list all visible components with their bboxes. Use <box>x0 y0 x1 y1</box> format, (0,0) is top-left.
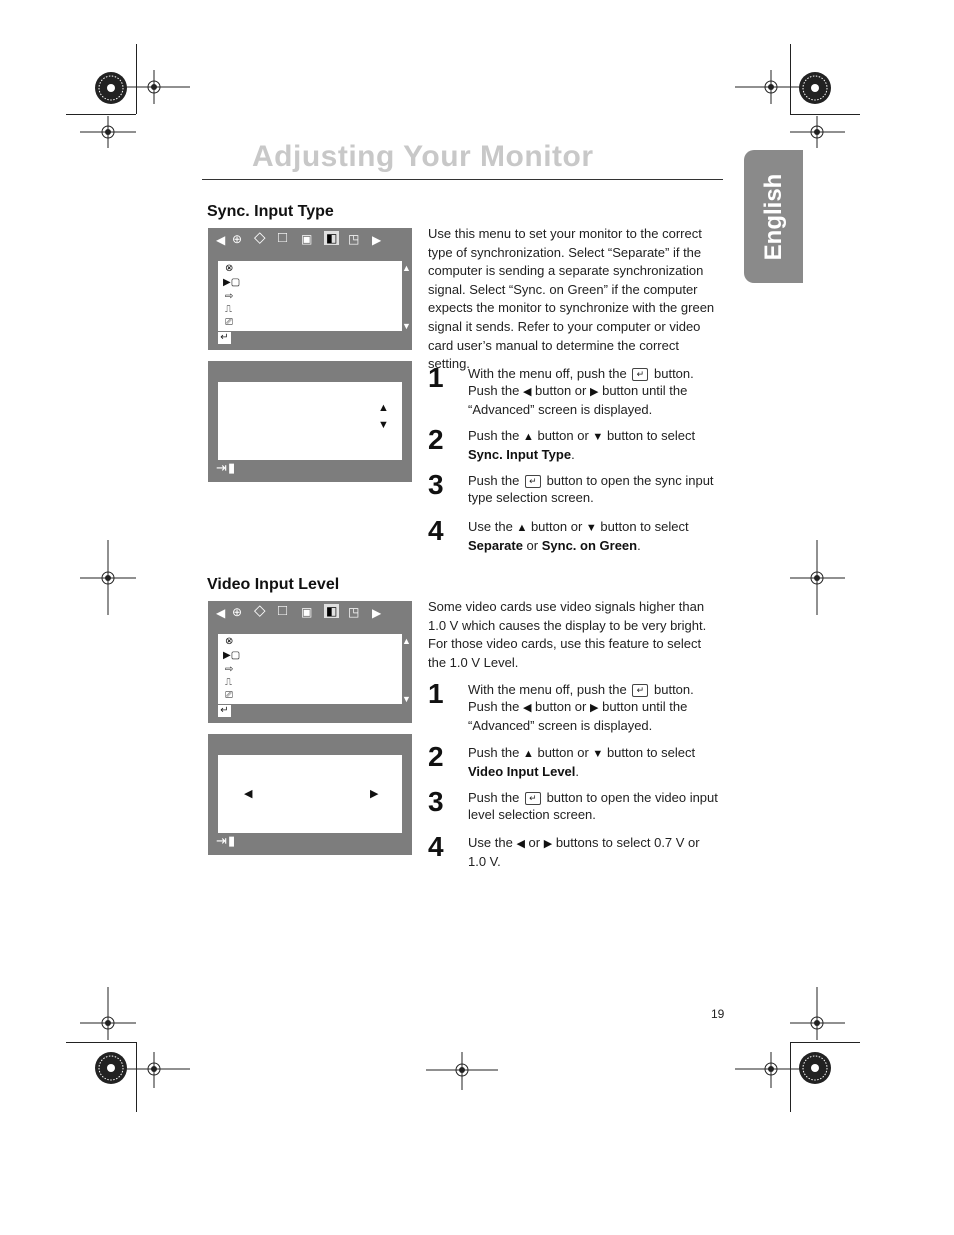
video-level-icon: ⎚ <box>225 317 233 328</box>
step-number: 1 <box>428 678 444 709</box>
osd-menu-panel <box>208 601 412 723</box>
input-icon: ⇨ <box>225 664 234 675</box>
video-level-icon: ⎚ <box>225 690 233 701</box>
section-heading: Sync. Input Type <box>207 203 334 220</box>
right-triangle-icon: ▶ <box>590 702 599 714</box>
size-icon: □ <box>278 602 288 619</box>
exit-icon: ⇥ <box>216 460 227 475</box>
starburst-icon <box>95 72 127 104</box>
starburst-icon <box>799 72 831 104</box>
osd-submenu-panel <box>208 734 412 855</box>
sync-icon: ⎍ <box>225 677 232 688</box>
enter-button-icon: ↵ <box>525 792 541 805</box>
step-text-part: Push the <box>468 428 520 443</box>
color-icon: ▣ <box>301 605 313 619</box>
left-triangle-icon: ◀ <box>522 386 532 398</box>
left-triangle-icon: ◀ <box>522 702 532 714</box>
degauss-icon: ⊗ <box>225 636 234 647</box>
geometry-icon: ◇ <box>254 229 266 246</box>
advanced-icon: ◧ <box>326 604 338 618</box>
step-text <box>468 744 720 780</box>
enter-button-icon: ↵ <box>525 475 541 488</box>
step-number: 1 <box>428 362 444 393</box>
step-text-part: button. Push the <box>468 682 694 714</box>
language-tab-label: English <box>759 173 787 260</box>
step-text-part: Use the <box>468 519 513 534</box>
exit-icon: ⇥ <box>216 833 227 848</box>
starburst-icon <box>799 1052 831 1084</box>
enter-button-icon: ↵ <box>632 368 648 381</box>
enter-icon: ↵ <box>218 332 231 344</box>
step-text-part: button. Push the <box>468 366 694 398</box>
step-text-part: button to select <box>606 428 696 443</box>
input-icon: ⇨ <box>225 291 234 302</box>
scroll-down-icon: ▼ <box>402 694 411 704</box>
degauss-icon: ⊗ <box>225 263 234 274</box>
step-text <box>468 472 720 506</box>
osd-menu-list <box>218 261 402 331</box>
step-text-part: . <box>571 447 575 462</box>
step-bold-text: Sync. on Green <box>541 538 638 553</box>
step-text-part: or <box>526 538 539 553</box>
step-number: 4 <box>428 831 444 862</box>
step-text-part: button to open the sync input type selection screen. <box>468 473 714 505</box>
left-arrow-icon: ◀ <box>216 233 226 247</box>
color-icon: ▣ <box>301 232 313 246</box>
enter-icon: ↵ <box>218 705 231 717</box>
registration-target-icon <box>80 987 136 1040</box>
step-text-part: buttons to select 0.7 V or 1.0 V. <box>468 835 700 869</box>
step-text <box>468 789 720 823</box>
step-text <box>468 518 720 554</box>
step-text-part: Push the <box>468 790 520 805</box>
step-text-part: button until the “Advanced” screen is displayed. <box>468 699 688 733</box>
step-text-part: Push the <box>468 745 520 760</box>
info-icon: ◳ <box>348 605 360 619</box>
page-title: Adjusting Your Monitor <box>252 140 594 173</box>
moire-icon: ▶▢ <box>223 650 241 661</box>
left-triangle-icon: ◀ <box>516 838 525 850</box>
down-triangle-icon: ▼ <box>592 748 604 760</box>
door-icon: ▮ <box>228 460 236 475</box>
step-number: 3 <box>428 786 444 817</box>
step-text-part: button or <box>537 428 589 443</box>
page-number: 19 <box>711 1007 725 1021</box>
step-text <box>468 834 720 870</box>
step-text-part: button or <box>535 699 587 714</box>
down-triangle-icon: ▼ <box>592 431 604 443</box>
step-number: 2 <box>428 424 444 455</box>
step-text-part: button to open the video input level selection screen. <box>468 790 718 822</box>
step-text-part: With the menu off, push the <box>468 682 627 697</box>
scroll-up-icon: ▲ <box>402 636 411 646</box>
right-triangle-icon: ▶ <box>543 838 553 850</box>
down-arrow-icon: ▼ <box>378 419 389 431</box>
sync-icon: ⎍ <box>225 304 232 315</box>
size-icon: □ <box>278 229 288 246</box>
registration-target-icon <box>790 987 845 1040</box>
right-arrow-icon: ▶ <box>372 606 382 620</box>
left-arrow-icon: ◀ <box>216 606 226 620</box>
step-bold-text: Video Input Level <box>468 764 576 779</box>
step-text-part: button to select <box>606 745 696 760</box>
section-heading: Video Input Level <box>207 576 340 593</box>
position-icon: ⊕ <box>232 605 243 619</box>
step-bold-text: Sync. Input Type <box>468 447 572 462</box>
info-icon: ◳ <box>348 232 360 246</box>
section-intro: Some video cards use video signals higher than 1.0 V which causes the display to be very bright. For those video cards, use this feature to select the 1.0 V Level. <box>428 599 707 670</box>
step-bold-text: Separate <box>468 538 523 553</box>
step-text-part: button or <box>537 745 589 760</box>
step-text-part: With the menu off, push the <box>468 366 627 381</box>
step-text-part: Use the <box>468 835 513 850</box>
advanced-icon: ◧ <box>326 231 338 245</box>
step-text-part: Push the <box>468 473 520 488</box>
position-icon: ⊕ <box>232 232 243 246</box>
left-arrow-icon: ◀ <box>244 788 253 800</box>
osd-submenu-panel <box>208 361 412 482</box>
osd-submenu-window <box>218 382 402 460</box>
step-text <box>468 681 720 734</box>
step-text-part: . <box>637 538 641 553</box>
up-arrow-icon: ▲ <box>378 402 389 414</box>
title-rule <box>202 179 723 180</box>
enter-button-icon: ↵ <box>632 684 648 697</box>
geometry-icon: ◇ <box>254 602 266 619</box>
section-intro: Use this menu to set your monitor to the correct type of synchronization. Select “Separate” if the computer is sending a separate synchronization signal. Select “Sync. on Green” if the computer expects the monitor to synchronize with the green signal it sends. Refer to your computer or video card user’s manual to determine the correct setting. <box>428 226 715 372</box>
right-arrow-icon: ▶ <box>372 233 382 247</box>
up-triangle-icon: ▲ <box>522 748 534 760</box>
step-text-part: or <box>528 835 541 850</box>
osd-menu-list <box>218 634 402 704</box>
step-text <box>468 365 720 418</box>
down-triangle-icon: ▼ <box>585 522 597 534</box>
scroll-up-icon: ▲ <box>402 263 411 273</box>
starburst-icon <box>95 1052 127 1084</box>
step-text-part: button to select <box>600 519 689 534</box>
step-number: 3 <box>428 469 444 500</box>
door-icon: ▮ <box>228 833 236 848</box>
step-number: 4 <box>428 515 444 546</box>
osd-menu-panel <box>208 228 412 350</box>
step-text-part: . <box>575 764 580 779</box>
moire-icon: ▶▢ <box>223 277 241 288</box>
up-triangle-icon: ▲ <box>522 431 534 443</box>
language-tab <box>744 150 803 283</box>
scroll-down-icon: ▼ <box>402 321 411 331</box>
right-triangle-icon: ▶ <box>590 386 599 398</box>
step-text <box>468 427 720 463</box>
step-text-part: button or <box>535 383 587 398</box>
step-text-part: button or <box>530 519 583 534</box>
step-text-part: button until the “Advanced” screen is displayed. <box>468 383 688 417</box>
right-arrow-icon: ▶ <box>370 788 379 800</box>
up-triangle-icon: ▲ <box>516 522 528 534</box>
step-number: 2 <box>428 741 444 772</box>
osd-submenu-window <box>218 755 402 833</box>
